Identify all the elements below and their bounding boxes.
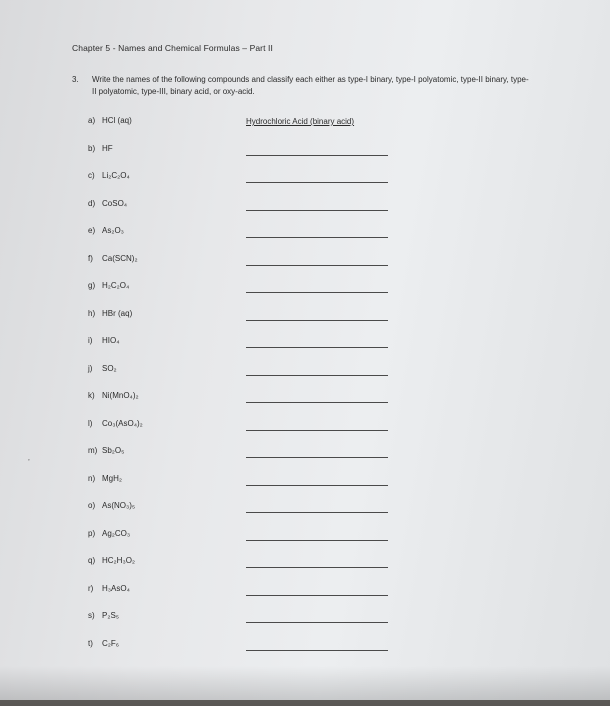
item-label: c): [88, 171, 95, 180]
item-label: j): [88, 363, 93, 373]
compound-item: [88, 474, 122, 483]
page-shadow: [0, 666, 610, 706]
compound-formula: MgH₂: [102, 473, 122, 483]
item-label: o): [88, 501, 96, 510]
item-label: t): [88, 638, 93, 648]
answer-blank-line: [246, 155, 388, 156]
answer-blank-line: [246, 210, 388, 211]
compound-formula: CoSO₄: [102, 198, 128, 208]
compound-formula: H₃AsO₄: [102, 583, 130, 593]
compound-item: [88, 364, 117, 373]
compound-item: [88, 336, 120, 345]
answer-blank-line: [246, 320, 388, 321]
compound-formula: Li₂C₂O₄: [102, 171, 130, 180]
compound-item: [88, 584, 130, 593]
item-label: a): [88, 116, 96, 125]
compound-formula: H₂C₂O₄: [102, 281, 130, 290]
item-label: e): [88, 226, 96, 235]
compound-item: [88, 309, 132, 318]
answer-blank-line: [246, 622, 388, 623]
compound-item: [88, 446, 124, 455]
compound-formula: HBr (aq): [102, 308, 133, 318]
compound-item: [88, 116, 132, 125]
item-label: g): [88, 281, 96, 290]
compound-formula: Ni(MnO₄)₂: [102, 391, 139, 400]
compound-formula: HIO₄: [102, 336, 120, 345]
compound-item: [88, 529, 130, 538]
answer-blank-line: [246, 265, 388, 266]
answer-blank-line: [246, 347, 388, 348]
answer-blank-line: [246, 237, 388, 238]
compound-item: [88, 226, 124, 235]
answer-blank-line: [246, 567, 388, 568]
stray-mark: ’: [28, 458, 30, 467]
item-label: s): [88, 611, 95, 620]
compound-formula: P₂S₅: [102, 611, 119, 620]
answer-blank-line: [246, 375, 388, 376]
compound-item: [88, 639, 119, 648]
compound-item: [88, 254, 138, 263]
compound-item: [88, 199, 127, 208]
compound-formula: Sb₂O₅: [102, 446, 125, 455]
compound-item: [88, 501, 135, 510]
answer-blank-line: [246, 512, 388, 513]
answer-blank-line: [246, 402, 388, 403]
compound-formula: Ca(SCN)₂: [102, 253, 138, 263]
compound-formula: HF: [102, 143, 113, 153]
answer-blank-line: [246, 595, 388, 596]
compound-item: [88, 391, 139, 400]
compound-formula: As(NO₃)₅: [102, 501, 136, 510]
compound-formula: Co₃(AsO₄)₂: [102, 418, 143, 428]
compound-item: [88, 144, 113, 153]
compound-formula: Ag₂CO₃: [102, 528, 131, 538]
item-label: d): [88, 198, 96, 208]
answer-blank-line: [246, 457, 388, 458]
page-title: Chapter 5 - Names and Chemical Formulas – Part II: [72, 43, 273, 53]
compound-item: [88, 419, 143, 428]
item-label: q): [88, 556, 96, 565]
item-label: r): [88, 583, 94, 593]
compound-formula: HC₂H₃O₂: [102, 556, 136, 565]
compound-item: [88, 611, 119, 620]
item-label: k): [88, 391, 95, 400]
answer-blank-line: [246, 650, 388, 651]
compound-formula: HCl (aq): [102, 116, 132, 125]
question-instructions: Write the names of the following compounds and classify each either as type-I binary, type-I polyatomic, type-II binary, type-II polyatomic, type-III, binary acid, or oxy-acid.: [92, 75, 529, 96]
compound-item: [88, 171, 130, 180]
item-label: l): [88, 418, 93, 428]
answer-blank-line: [246, 540, 388, 541]
answer-blank-line: [246, 485, 388, 486]
question-number: 3.: [72, 75, 79, 84]
item-label: i): [88, 336, 93, 345]
compound-formula: C₂F₆: [102, 638, 119, 648]
answer-blank-line: [246, 430, 388, 431]
answer-text: Hydrochloric Acid (binary acid): [246, 117, 355, 126]
compound-formula: As₂O₃: [102, 226, 124, 235]
compound-item: [88, 556, 135, 565]
compound-formula: SO₂: [102, 363, 117, 373]
item-label: h): [88, 308, 96, 318]
answer-blank-line: [246, 292, 388, 293]
item-label: f): [88, 253, 93, 263]
answer-blank-line: [246, 182, 388, 183]
item-label: n): [88, 473, 96, 483]
item-label: m): [88, 446, 98, 455]
item-label: p): [88, 528, 96, 538]
compound-item: [88, 281, 129, 290]
item-label: b): [88, 143, 96, 153]
